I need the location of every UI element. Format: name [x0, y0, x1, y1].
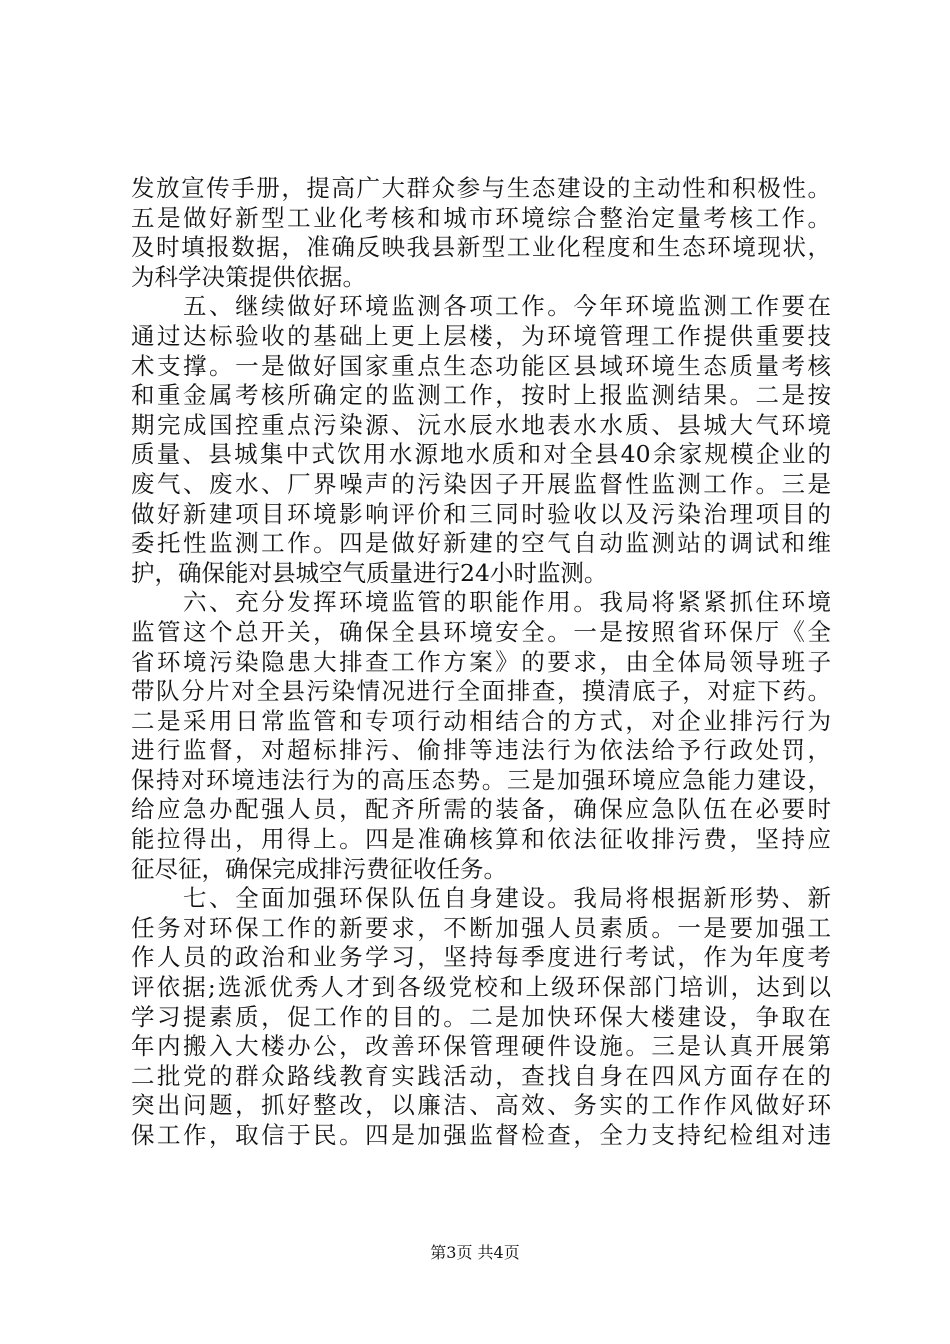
text-line: 七、全面加强环保队伍自身建设。我局将根据新形势、新 — [131, 884, 831, 913]
text-line: 学习提素质，促工作的目的。二是加快环保大楼建设，争取在 — [131, 1002, 831, 1031]
text-line: 二批党的群众路线教育实践活动，查找自身在四风方面存在的 — [131, 1061, 831, 1090]
text-line: 能拉得出，用得上。四是准确核算和依法征收排污费，坚持应 — [131, 825, 831, 854]
text-line: 和重金属考核所确定的监测工作，按时上报监测结果。二是按 — [131, 381, 831, 410]
text-line: 任务对环保工作的新要求，不断加强人员素质。一是要加强工 — [131, 913, 831, 942]
text-line: 做好新建项目环境影响评价和三同时验收以及污染治理项目的 — [131, 499, 831, 528]
text-line: 省环境污染隐患大排查工作方案》的要求，由全体局领导班子 — [131, 647, 831, 676]
text-line: 保工作，取信于民。四是加强监督检查，全力支持纪检组对违 — [131, 1121, 831, 1149]
document-body — [131, 174, 831, 1151]
text-line: 质量、县城集中式饮用水源地水质和对全县40余家规模企业的 — [131, 440, 831, 469]
text-line: 术支撑。一是做好国家重点生态功能区县域环境生态质量考核 — [131, 351, 831, 380]
text-line: 带队分片对全县污染情况进行全面排查，摸清底子，对症下药。 — [131, 677, 831, 706]
text-line: 监管这个总开关，确保全县环境安全。一是按照省环保厅《全 — [131, 617, 831, 646]
page-footer: 第3页 共4页 — [430, 1243, 520, 1262]
text-line: 为科学决策提供依据。 — [131, 262, 366, 291]
text-line: 六、充分发挥环境监管的职能作用。我局将紧紧抓住环境 — [131, 588, 831, 617]
text-line: 年内搬入大楼办公，改善环保管理硬件设施。三是认真开展第 — [131, 1032, 831, 1061]
text-line: 征尽征，确保完成排污费征收任务。 — [131, 854, 507, 883]
text-line: 作人员的政治和业务学习，坚持每季度进行考试，作为年度考 — [131, 943, 831, 972]
text-line: 期完成国控重点污染源、沅水辰水地表水水质、县城大气环境 — [131, 410, 831, 439]
text-line: 发放宣传手册，提高广大群众参与生态建设的主动性和积极性。 — [131, 174, 831, 202]
text-line: 进行监督，对超标排污、偷排等违法行为依法给予行政处罚， — [131, 736, 831, 765]
text-line: 给应急办配强人员，配齐所需的装备，确保应急队伍在必要时 — [131, 795, 831, 824]
text-line: 突出问题，抓好整改，以廉洁、高效、务实的工作作风做好环 — [131, 1091, 831, 1120]
text-line: 废气、废水、厂界噪声的污染因子开展监督性监测工作。三是 — [131, 469, 831, 498]
text-line: 二是采用日常监管和专项行动相结合的方式，对企业排污行为 — [131, 706, 831, 735]
text-line: 委托性监测工作。四是做好新建的空气自动监测站的调试和维 — [131, 529, 831, 558]
text-line: 评依据;选派优秀人才到各级党校和上级环保部门培训，达到以 — [131, 973, 831, 1002]
text-line: 五、继续做好环境监测各项工作。今年环境监测工作要在 — [131, 292, 831, 321]
text-line: 保持对环境违法行为的高压态势。三是加强环境应急能力建设， — [131, 765, 831, 794]
text-line: 及时填报数据，准确反映我县新型工业化程度和生态环境现状， — [131, 233, 831, 262]
text-line: 五是做好新型工业化考核和城市环境综合整治定量考核工作。 — [131, 203, 831, 232]
text-line: 通过达标验收的基础上更上层楼，为环境管理工作提供重要技 — [131, 321, 831, 350]
text-line: 护，确保能对县城空气质量进行24小时监测。 — [131, 558, 608, 587]
